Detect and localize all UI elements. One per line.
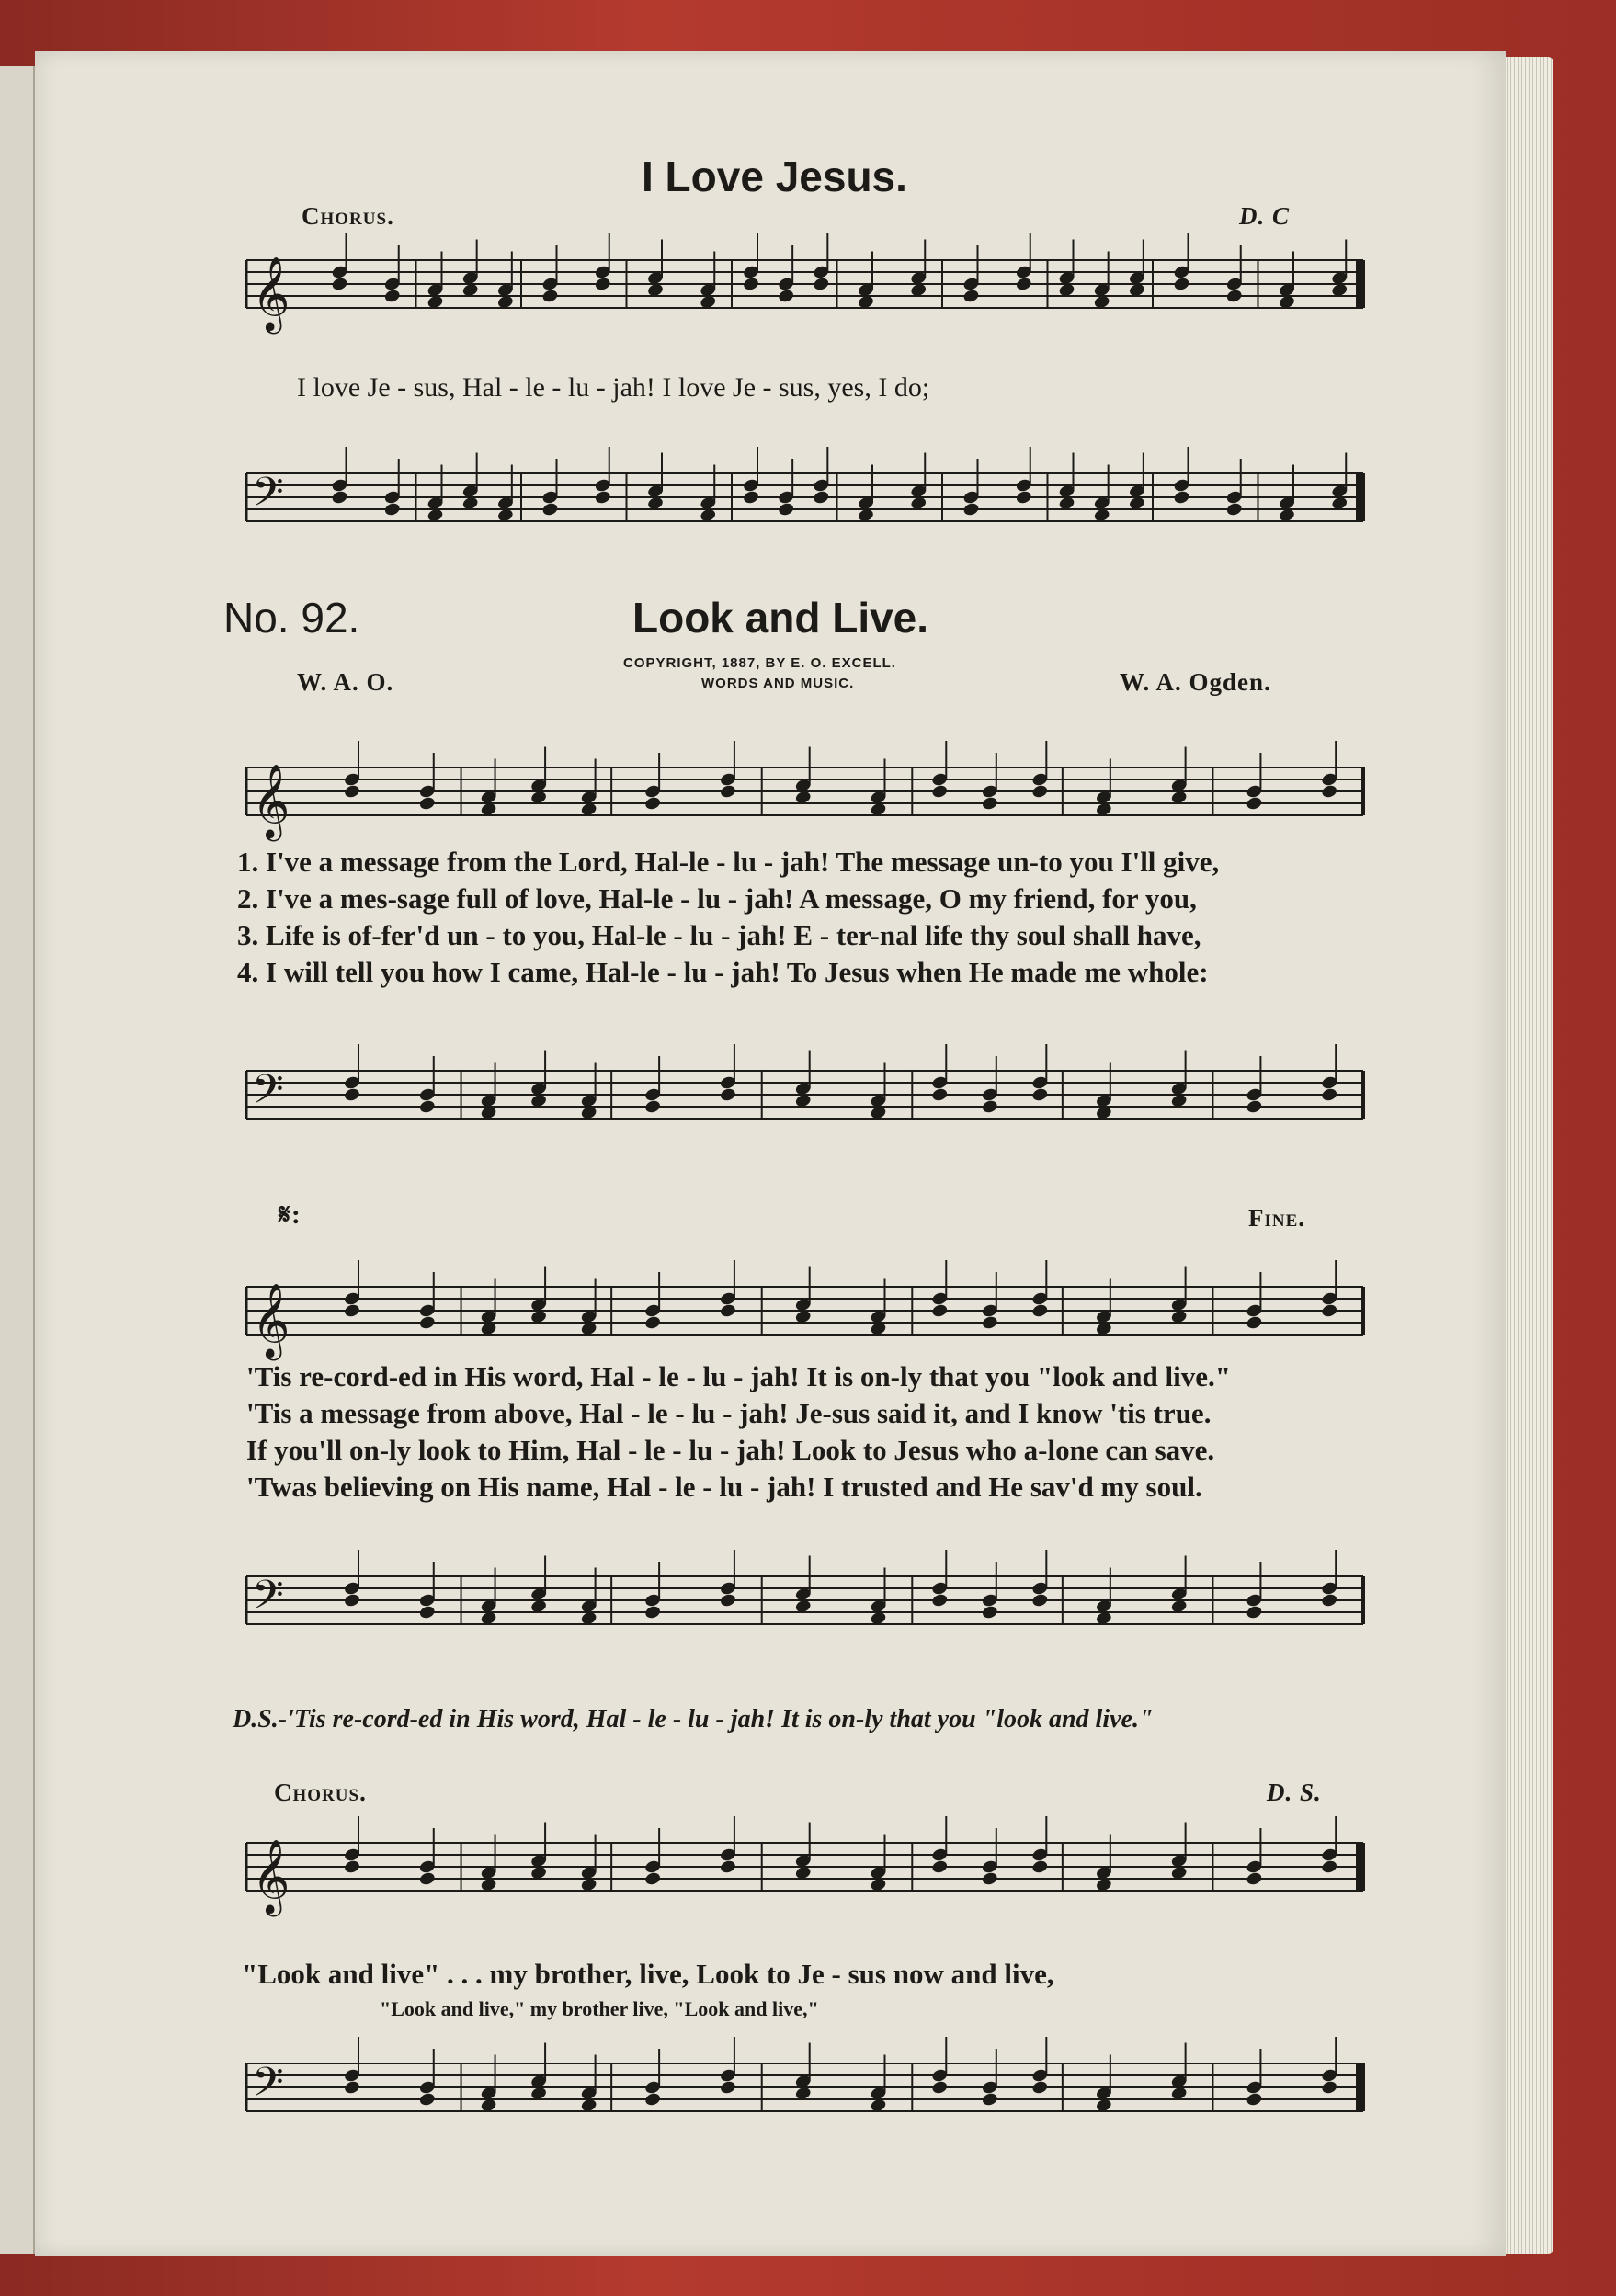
hymn2-author: W. A. O.: [297, 668, 394, 696]
hymn2-system1-bass: [210, 1016, 1386, 1172]
svg-text:𝄢: 𝄢: [252, 2058, 284, 2116]
hymn2-verse4-part1: 4. I will tell you how I came, Hal-le - lu - jah! To Jesus when He made me whole:: [237, 956, 1209, 988]
hymnal-page: [35, 51, 1506, 2256]
hymn2-verse1-part1: 1. I've a message from the Lord, Hal-le - lu - jah! The message un-to you I'll give,: [237, 846, 1220, 878]
hymn2-verse1-part2: 'Tis re-cord-ed in His word, Hal - le - lu - jah! It is on-ly that you "look and live.": [246, 1360, 1231, 1392]
hymn2-verse2-part1: 2. I've a mes-sage full of love, Hal-le - lu - jah! A message, O my friend, for you,: [237, 882, 1197, 915]
hymn2-number: No. 92.: [223, 594, 360, 642]
hymn2-ds-line: D.S.-'Tis re-cord-ed in His word, Hal - le - lu - jah! It is on-ly that you "look and live.": [233, 1705, 1154, 1733]
hymn2-segno: 𝄋:: [279, 1199, 302, 1230]
hymn2-chorus-bass: [210, 2027, 1386, 2146]
hymn2-title: Look and Live.: [632, 594, 929, 642]
facing-page-edge: [0, 66, 35, 2254]
hymn2-chorus-lyric2: "Look and live," my brother live, "Look and live,": [380, 1997, 819, 2020]
hymn2-composer: W. A. Ogden.: [1120, 668, 1271, 696]
hymn2-copyright: COPYRIGHT, 1887, BY E. O. EXCELL.: [623, 655, 896, 671]
hymn2-chorus-treble: [210, 1806, 1386, 1944]
svg-text:𝄞: 𝄞: [252, 763, 290, 838]
hymn1-title: I Love Jesus.: [642, 153, 907, 200]
hymn2-ds-mark: D. S.: [1267, 1779, 1322, 1806]
hymn1-staff-treble: [210, 244, 1386, 345]
hymn1-staff-bass: [210, 437, 1386, 556]
hymn2-fine: Fine.: [1248, 1204, 1306, 1232]
svg-text:𝄞: 𝄞: [252, 256, 290, 331]
hymn2-chorus-lyric1: "Look and live" . . . my brother, live, Look to Je - sus now and live,: [242, 1958, 1054, 1990]
svg-text:𝄞: 𝄞: [252, 1282, 290, 1358]
hymn2-chorus-label: Chorus.: [274, 1779, 367, 1806]
svg-text:𝄞: 𝄞: [252, 1838, 290, 1914]
hymn2-verse3-part2: If you'll on-ly look to Him, Hal - le - lu - jah! Look to Jesus who a-lone can save.: [246, 1434, 1215, 1466]
hymn2-verse4-part2: 'Twas believing on His name, Hal - le - lu - jah! I trusted and He sav'd my soul.: [246, 1471, 1202, 1503]
svg-text:𝄢: 𝄢: [252, 468, 284, 526]
hymn2-words-music: WORDS AND MUSIC.: [701, 676, 855, 691]
hymn1-lyric: I love Je - sus, Hal - le - lu - jah! I love Je - sus, yes, I do;: [297, 372, 930, 403]
hymn2-verse3-part1: 3. Life is of-fer'd un - to you, Hal-le - lu - jah! E - ter-nal life thy soul shall have,: [237, 919, 1201, 951]
hymn2-system2-bass: [210, 1521, 1386, 1677]
hymn1-chorus-label: Chorus.: [302, 202, 394, 230]
hymn1-dc-mark: D. C: [1239, 202, 1291, 230]
svg-text:𝄢: 𝄢: [252, 1571, 284, 1629]
svg-text:𝄢: 𝄢: [252, 1065, 284, 1123]
hymn2-verse2-part2: 'Tis a message from above, Hal - le - lu - jah! Je-sus said it, and I know 'tis true.: [246, 1397, 1212, 1429]
